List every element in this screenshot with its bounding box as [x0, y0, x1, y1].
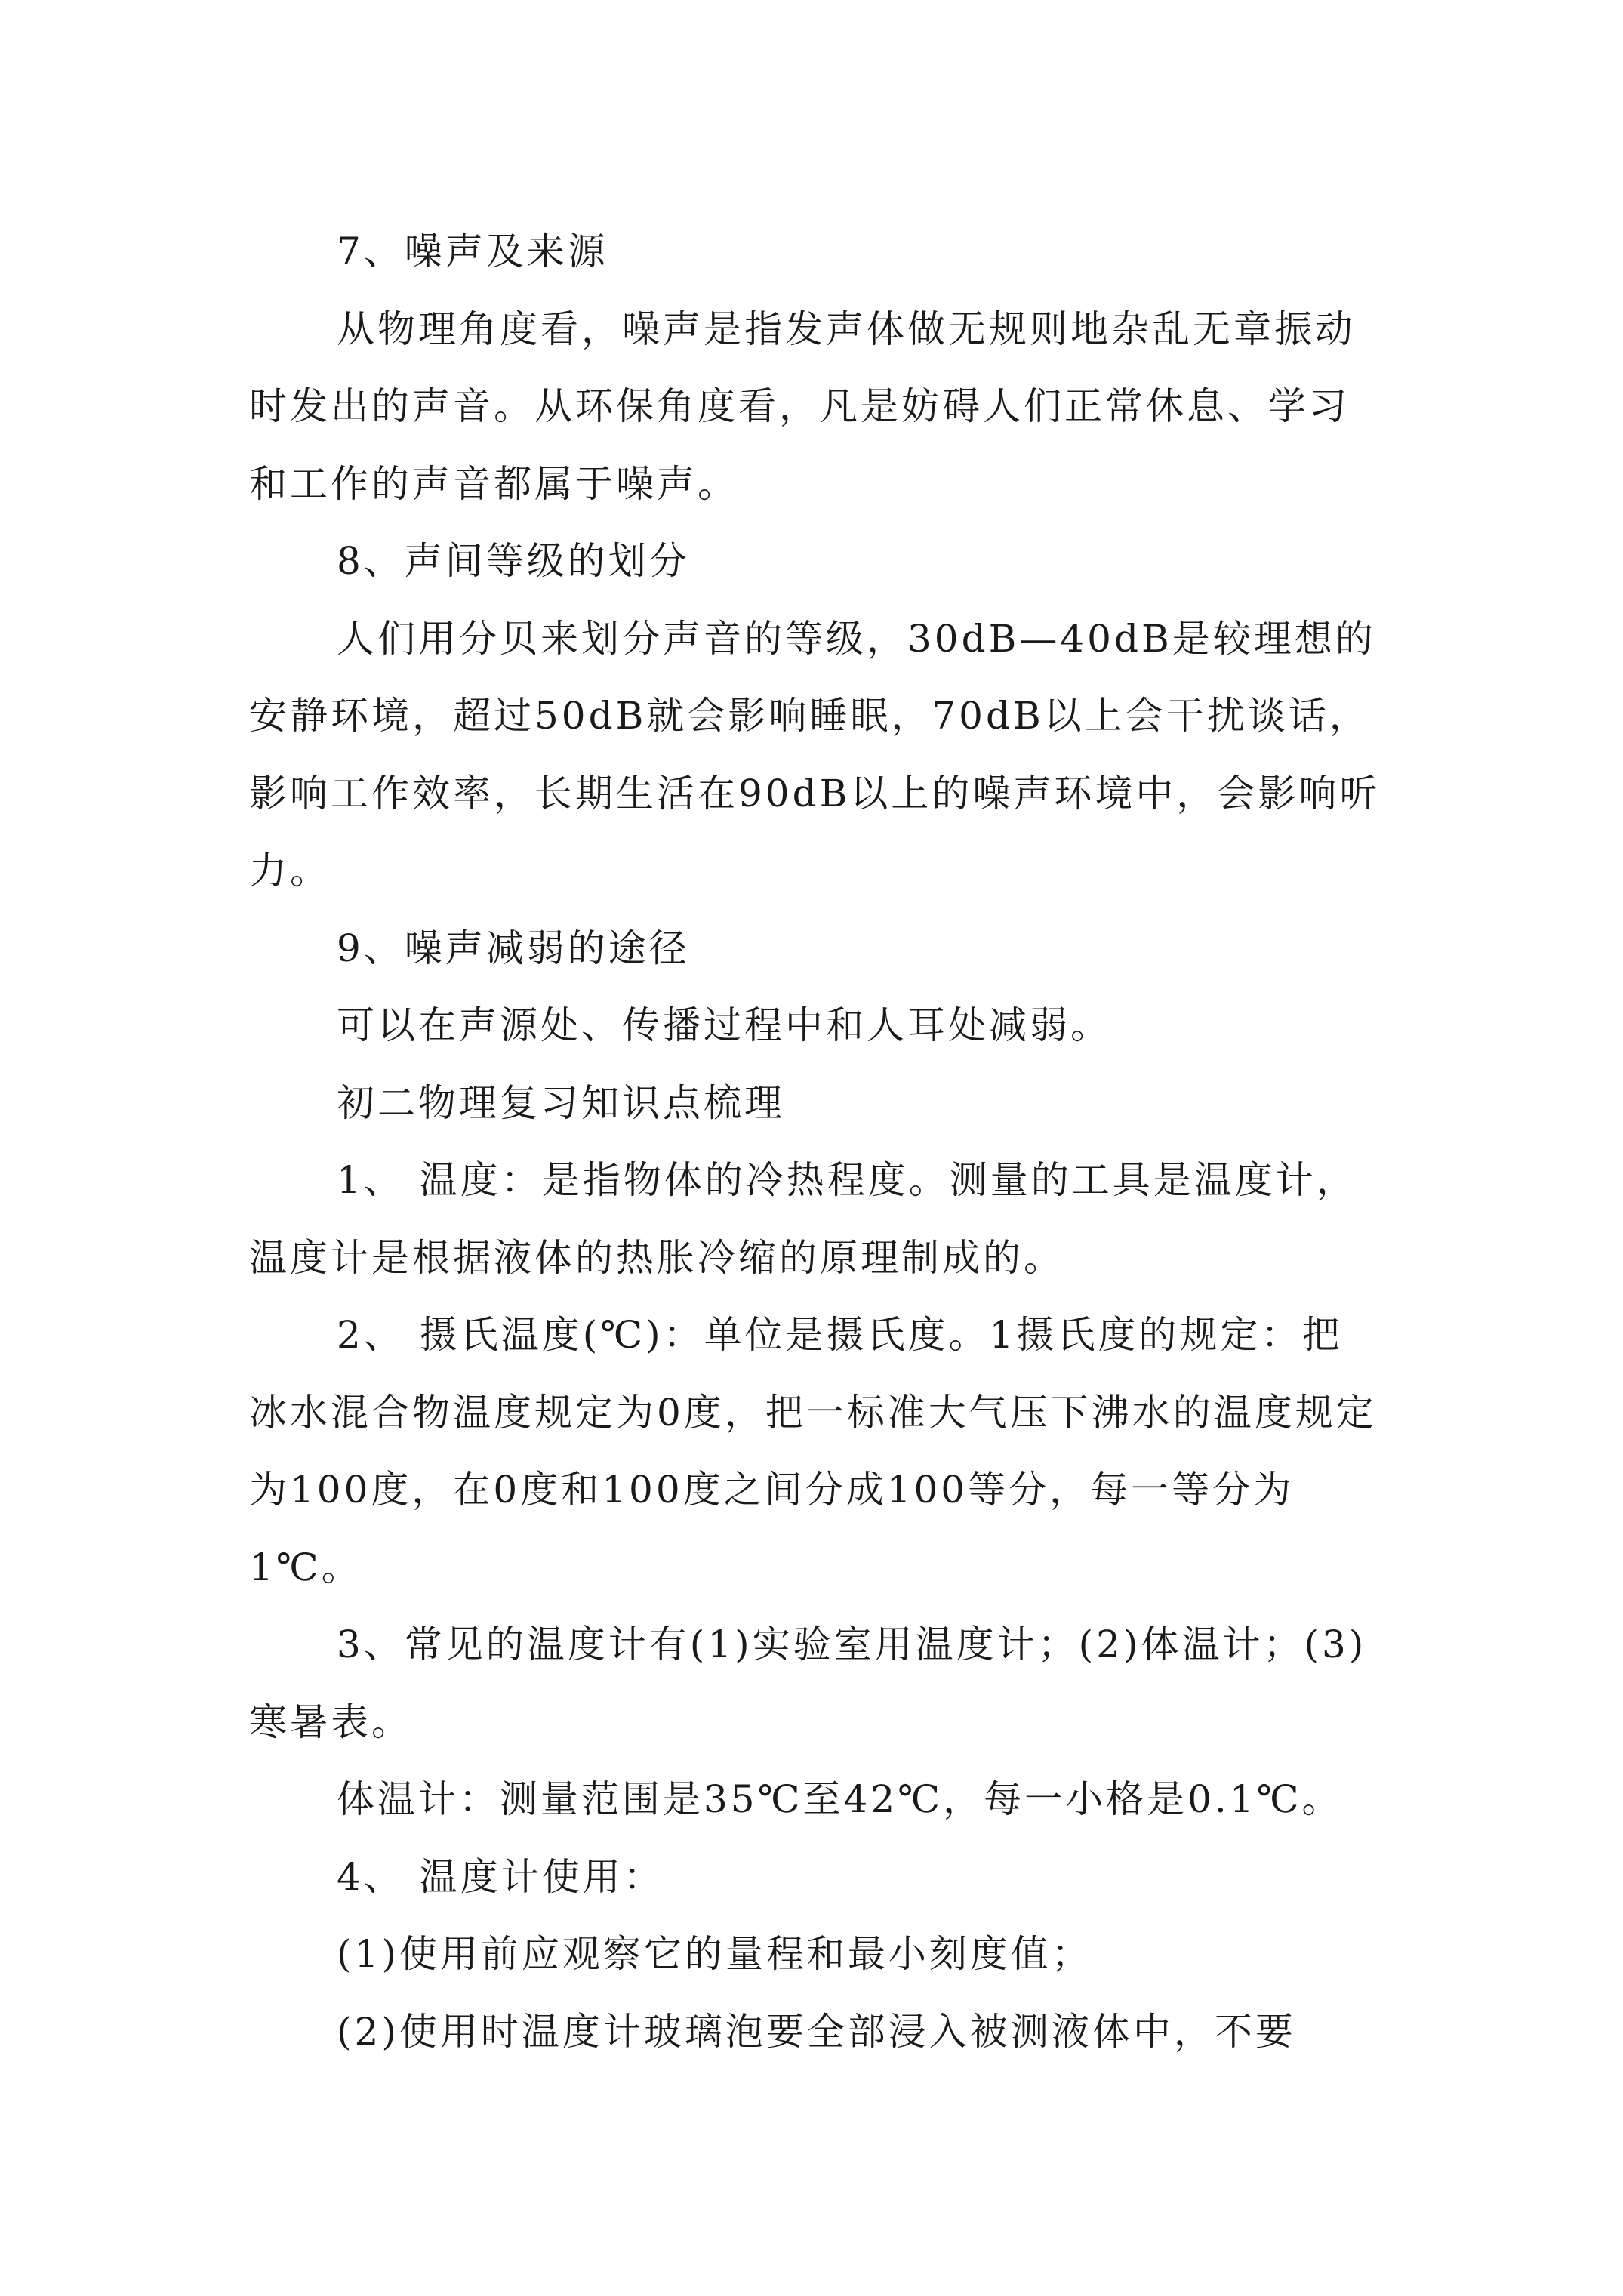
paragraph-thermometer-types: 3、常见的温度计有(1)实验室用温度计；(2)体温计；(3)寒暑表。: [249, 1623, 1367, 1744]
heading-thermometer-use: 4、 温度计使用：: [337, 1854, 664, 1899]
list-item-use-2: (2)使用时温度计玻璃泡要全部浸入被测液体中，不要: [337, 2009, 1296, 2054]
paragraph-noise-definition: 从物理角度看，噪声是指发声体做无规则地杂乱无章振动时发出的声音。从环保角度看，凡是妨碍人们正常休息、学习和工作的声音都属于噪声。: [249, 307, 1356, 506]
paragraph-sound-levels: 人们用分贝来划分声音的等级，30dB—40dB是较理想的安静环境，超过50dB就会影响睡眠，70dB以上会干扰谈话，影响工作效率，长期生活在90dB以上的噪声环境中，会影响听力。: [249, 616, 1381, 892]
paragraph-celsius: 2、 摄氏温度(℃)：单位是摄氏度。1摄氏度的规定：把冰水混合物温度规定为0度，把一标准大气压下沸水的温度规定为100度，在0度和100度之间分成100等分，每一等分为1℃。: [249, 1313, 1377, 1589]
heading-noise-reduction: 9、噪声减弱的途径: [337, 926, 690, 970]
list-item-use-1: (1)使用前应观察它的量程和最小刻度值；: [337, 1932, 1092, 1976]
heading-noise-source: 7、噪声及来源: [337, 230, 608, 273]
heading-sound-levels: 8、声间等级的划分: [337, 539, 690, 583]
paragraph-temperature: 1、 温度：是指物体的冷热程度。测量的工具是温度计，温度计是根据液体的热胀冷缩的原理制成的。: [249, 1158, 1357, 1280]
paragraph-noise-reduction: 可以在声源处、传播过程中和人耳处减弱。: [337, 1003, 1111, 1047]
paragraph-clinical-thermometer: 体温计：测量范围是35℃至42℃，每一小格是0.1℃。: [337, 1777, 1343, 1821]
document-body: [249, 213, 1381, 2070]
section-title-review: 初二物理复习知识点梳理: [337, 1080, 785, 1125]
